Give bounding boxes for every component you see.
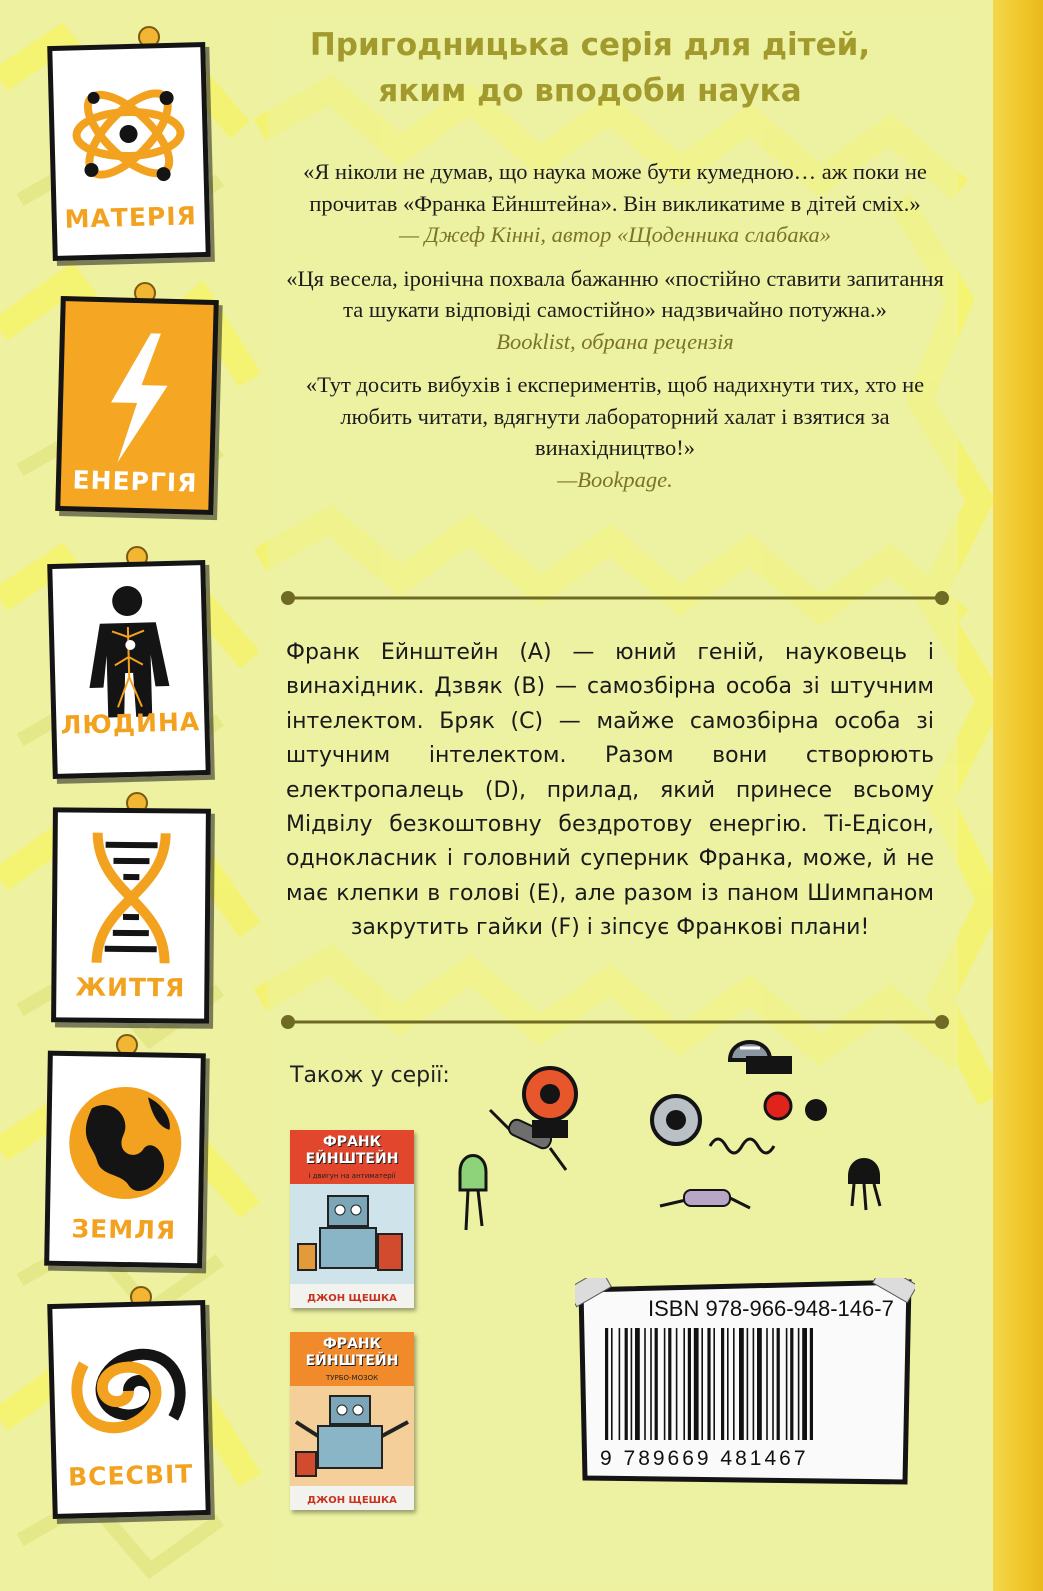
human-body-icon	[52, 565, 205, 774]
barcode-bar	[739, 1328, 744, 1440]
quote-text: «Ця весела, іронічна похвала бажанню «постійно ставити запитання та шукати відповіді самостійно» надзвичайно потужна.»	[286, 265, 944, 322]
quote-text: «Я ніколи не думав, що наука може бути кумедною… аж поки не прочитав «Франка Ейнштейна». Він викликатиме в дітей сміх.»	[303, 159, 927, 216]
barcode-bar	[605, 1328, 608, 1440]
barcode-bar	[676, 1328, 678, 1440]
barcode-bar	[701, 1328, 703, 1440]
robot-illustration-icon	[290, 1386, 414, 1486]
card-universe	[47, 1300, 211, 1519]
led-icon	[460, 1156, 486, 1231]
red-bead-icon	[765, 1093, 791, 1119]
review-quote	[285, 156, 945, 251]
screw-icon	[730, 1042, 792, 1074]
card-life	[51, 807, 211, 1023]
barcode-bar	[810, 1328, 813, 1440]
barcode-bar	[798, 1328, 800, 1440]
barcode-bar	[650, 1328, 652, 1440]
card-label: ВСЕСВІТ	[67, 1459, 194, 1492]
also-in-series-label: Також у серії:	[290, 1063, 450, 1088]
barcode-bar	[802, 1328, 807, 1440]
reviews-block	[285, 156, 945, 507]
card-matter	[47, 42, 211, 261]
black-bead-icon	[805, 1099, 827, 1121]
barcode-bar	[727, 1328, 729, 1440]
book-author: ДЖОН ЩЕШКА	[307, 1495, 397, 1506]
barcode-bar	[733, 1328, 735, 1440]
barcode-bar	[777, 1328, 780, 1440]
barcode-bar	[631, 1328, 633, 1440]
card-label: ЕНЕРГІЯ	[72, 465, 198, 498]
barcode-bar	[644, 1328, 646, 1440]
quote-author: — Джеф Кінні, автор «Щоденника слабака»	[398, 222, 832, 247]
barcode-bar	[747, 1328, 749, 1440]
quote-author: —Bookpage.	[557, 466, 673, 492]
book-description: Франк Ейнштейн (A) — юний геній, науковець і винахідник. Дзвяк (B) — самозбірна особа зі штучним інтелектом. Бряк (C) — майже самозбірна особа зі штучним інтелектом. Разом вони створюють електропалець (D), прилад, який принесе всьому Мідвілу безкоштовну бездротову енергію. Ті-Едісон, однокласник і головний суперник Франка, може, й не має клепки в голові (E), але разом із паном Шимпаном закрутить гайки (F) і зіпсує Франкові плани!	[286, 640, 934, 941]
book-title: ФРАНК ЕЙНШТЕЙН	[305, 1134, 399, 1167]
barcode-bar	[694, 1328, 699, 1440]
barcode-bar	[655, 1328, 658, 1440]
barcode-bar	[721, 1328, 724, 1440]
book-spine-edge	[993, 0, 1043, 1591]
card-human	[47, 560, 211, 779]
barcode-bar	[757, 1328, 762, 1440]
barcode-bar	[668, 1328, 671, 1440]
card-energy	[55, 296, 219, 515]
card-label: ЛЮДИНА	[60, 707, 201, 740]
electronic-parts-illustration	[440, 1020, 920, 1260]
book-author: ДЖОН ЩЕШКА	[307, 1293, 397, 1304]
series-tagline: Пригодницька серія для дітей, яким до вподоби наука	[309, 27, 871, 109]
barcode-bar	[619, 1328, 621, 1440]
divider-line	[280, 588, 950, 608]
barcode-bar	[790, 1328, 793, 1440]
barcode-bar	[766, 1328, 768, 1440]
book-title: ФРАНК ЕЙНШТЕЙН	[305, 1336, 399, 1369]
quote-author: Booklist, обрана рецензія	[496, 328, 734, 354]
barcode-bar	[707, 1328, 710, 1440]
barcode-bar	[753, 1328, 755, 1440]
series-book-cover	[290, 1332, 414, 1510]
barcode-bar	[625, 1328, 628, 1440]
quote-text: «Тут досить вибухів і експериментів, щоб надихнути тих, хто не любить читати, вдягнути лабораторний халат і взятися за винахідництво!»	[305, 372, 925, 460]
barcode-bar	[611, 1328, 613, 1440]
robot-illustration-icon	[290, 1184, 414, 1284]
barcode-bar	[772, 1328, 774, 1440]
barcode-bar	[664, 1328, 666, 1440]
barcode-bar	[683, 1328, 685, 1440]
book-subtitle: ТУРБО-МОЗОК	[325, 1374, 379, 1382]
card-label: МАТЕРІЯ	[64, 201, 198, 234]
card-label: ЖИТТЯ	[75, 972, 186, 1003]
resistor-icon	[660, 1190, 750, 1208]
barcode-bar	[786, 1328, 788, 1440]
review-quote	[285, 369, 945, 495]
transistor-icon	[848, 1158, 880, 1210]
review-quote	[285, 263, 945, 358]
card-earth	[44, 1051, 206, 1269]
isbn-label: ISBN 978-966-948-146-7	[648, 1296, 894, 1321]
barcode-digits: 9 789669 481467	[600, 1447, 809, 1470]
barcode-bar	[635, 1328, 640, 1440]
card-label: ЗЕМЛЯ	[71, 1214, 177, 1245]
spring-icon	[710, 1139, 774, 1153]
book-subtitle: і двигун на антиматерії	[308, 1172, 396, 1180]
barcode-bar	[713, 1328, 715, 1440]
grey-nut-icon	[652, 1096, 700, 1144]
series-book-cover	[290, 1130, 414, 1308]
barcode-bar	[688, 1328, 691, 1440]
